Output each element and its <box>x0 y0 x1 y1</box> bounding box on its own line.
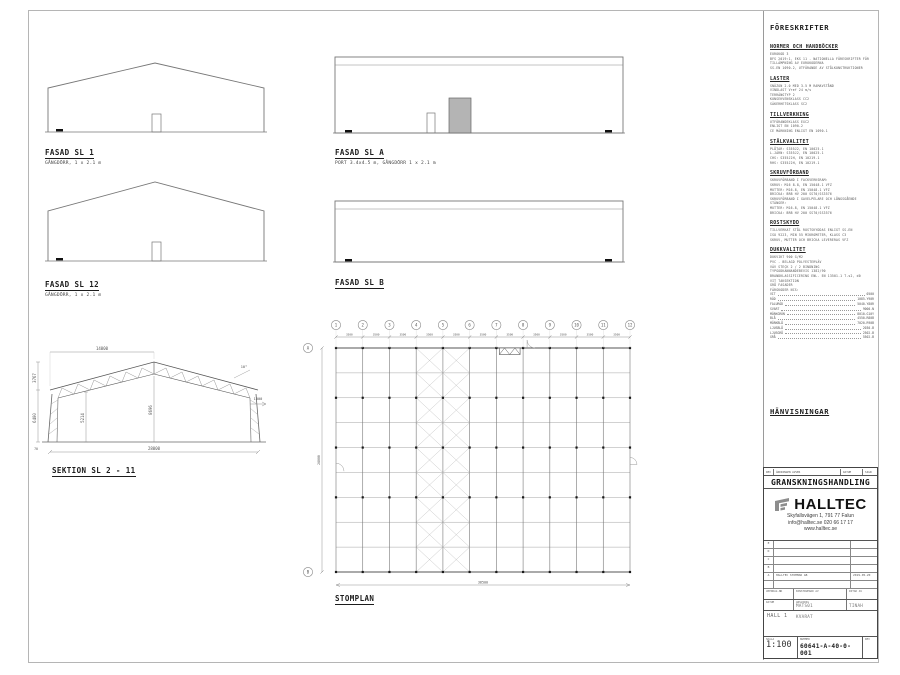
column-dot <box>388 571 390 573</box>
drawing-number: 60641-A-40-0-001 <box>800 642 852 657</box>
color-name: RÖD <box>770 297 776 302</box>
fasad-sl-b-drawing <box>333 196 625 266</box>
column-dot <box>549 496 551 498</box>
column-dot <box>335 571 337 573</box>
color-code: 4550-R80B <box>857 316 874 321</box>
spec-section-heading: TILLVERKNING <box>770 111 809 118</box>
column-dot <box>629 446 631 448</box>
column-dot <box>495 496 497 498</box>
revision-header-row <box>764 468 877 476</box>
color-name: GRÅ <box>770 335 776 340</box>
leader-line <box>785 333 861 334</box>
column-dot <box>415 446 417 448</box>
column-dot <box>388 446 390 448</box>
column-dot <box>575 496 577 498</box>
grid-bubble-letter: A <box>306 345 310 351</box>
spec-line: MUTTER: M16-8, EN 15048-1 VFZ <box>770 187 830 192</box>
color-code: 1085-Y90R <box>857 297 874 302</box>
bay-dim: 3500 <box>452 332 460 337</box>
gangdorr-symbol <box>152 114 161 132</box>
rev-col-label: REV <box>764 469 774 475</box>
konstruerad-label: KONSTRUERAD AV <box>796 588 819 593</box>
view-subtitle-fasad-sl-a: PORT 3.4x4.5 m, GÅNGDÖRR 1 x 2.1 m <box>335 161 436 166</box>
level-marker <box>345 130 352 132</box>
revision-text <box>774 557 851 564</box>
company-address: Skyfallsvägen 1, 791 77 Falun <box>787 513 854 520</box>
spec-line: PLÅTAR: S355J2, EN 10025-1 <box>770 146 824 151</box>
color-code: 5502-B <box>862 335 874 340</box>
column-dot <box>469 496 471 498</box>
revision-letter: D <box>764 549 774 556</box>
spec-line: SKRUVFÖRBAND I GAVELPELARE OCH LÅNGSGÅENDE STÄNGER: <box>770 196 857 206</box>
column-dot <box>335 446 337 448</box>
spec-line: L-JÄRN: S355J2, EN 10025-1 <box>770 151 824 156</box>
column-dot <box>495 397 497 399</box>
spec-line: ENLIGT EN 1090-2 <box>770 124 804 129</box>
leader-line <box>781 310 860 311</box>
total-width-dim: 38500 <box>477 580 489 585</box>
column-dot <box>602 446 604 448</box>
revision-row <box>764 541 877 549</box>
view-label-fasad-sl-1: FASAD SL 1 <box>45 148 95 157</box>
spec-line: VIT TAKSEKTION <box>770 278 799 283</box>
dim-span: 28000 <box>147 446 161 451</box>
color-code: 7020-R90B <box>857 321 874 326</box>
column-dot <box>602 496 604 498</box>
spec-line: SKRUV: M16 8.8, EN 15048-1 VFZ <box>770 182 832 187</box>
leader-line <box>778 338 861 339</box>
bay-dim: 3500 <box>479 332 487 337</box>
revision-date <box>851 581 877 588</box>
grid-bubble-number: 1 <box>334 322 338 328</box>
grid-bubble-number: 6 <box>468 322 471 328</box>
ritad-label: RITAD AV <box>849 588 862 593</box>
revision-date: 2019-05-20 <box>853 573 871 578</box>
view-label-stomplan: STOMPLAN <box>335 594 375 603</box>
scale-value: 1:100 <box>766 639 792 650</box>
view-subtitle-fasad-sl-1: GÅNGDÖRR, 1 x 2.1 m <box>45 161 102 166</box>
column-dot <box>602 397 604 399</box>
ritad-value: TINAH <box>849 603 864 609</box>
grid-bubble-number: 8 <box>521 322 525 328</box>
spec-section-heading: DUKKVALITET <box>770 247 806 254</box>
number-label: NUMMER <box>800 637 810 642</box>
grid-bubble-number: 11 <box>600 322 606 328</box>
change-col-label: ÄNDRINGEN AVSER <box>774 469 841 475</box>
leader-line <box>778 295 865 296</box>
color-row <box>770 335 874 340</box>
column-dot <box>362 496 364 498</box>
color-code: 8010-G10Y <box>857 311 874 316</box>
spec-line: SNÖZON 2.0 MED 3.5 M RAMAVSTÅND <box>770 83 834 88</box>
spec-line: SKRUV, MUTTER OCH BRICKA LEVERERAS VFZ <box>770 237 849 242</box>
grid-bubble-number: 2 <box>361 322 364 328</box>
bay-dim: 3500 <box>426 332 433 337</box>
revision-text <box>774 549 851 556</box>
halltec-logo-icon <box>774 498 791 511</box>
column-dot <box>629 397 631 399</box>
level-marker <box>345 259 352 261</box>
spec-line: PVC - BELAGD POLYESTERVÄV <box>770 259 822 264</box>
grid-bubble-number: 10 <box>574 322 579 328</box>
revision-row <box>764 557 877 565</box>
hanvisningar-heading: HÄNVISNINGAR <box>770 407 830 416</box>
door-swing-right <box>630 457 637 464</box>
column-dot <box>629 496 631 498</box>
dim-roof-angle: 10° <box>240 365 248 369</box>
spec-line: SÄKERHETSKLASS SC2 <box>770 102 808 107</box>
dim-clear-left: 5214 <box>80 413 85 423</box>
column-dot <box>442 397 444 399</box>
spec-line: BRICKA: BRB HV 200 SS70/SS3576 <box>770 192 832 197</box>
date-col-label: DATUM <box>841 469 863 475</box>
column-dot <box>575 397 577 399</box>
grid-bubble-number: 12 <box>627 322 633 328</box>
grid-bubble-number: 4 <box>414 322 418 328</box>
revision-letter <box>764 581 774 588</box>
revision-text: HALLTEC STOMMAR AB <box>774 573 851 580</box>
revision-date <box>851 541 877 548</box>
scale-number-row <box>764 637 877 658</box>
column-dot <box>388 397 390 399</box>
port-lintel <box>499 348 520 355</box>
leader-line <box>785 305 855 306</box>
revision-date <box>851 557 877 564</box>
gangdorr-symbol <box>152 242 161 261</box>
spec-line: TERRÄNGTYP 2 <box>770 92 795 97</box>
column-dot <box>495 446 497 448</box>
revision-date <box>851 565 877 572</box>
sektion-drawing <box>28 342 278 464</box>
color-name: FALURÖD <box>770 301 784 306</box>
spec-line: TYPGODKÄNNANDEBEVIS 1382/90 <box>770 269 826 274</box>
view-label-fasad-sl-12: FASAD SL 12 <box>45 280 100 289</box>
revision-row <box>764 565 877 573</box>
revision-text <box>774 565 851 572</box>
spec-line: EUROKOD 3 <box>770 52 789 56</box>
spec-line: KONSEKVENSKLASS CC2 <box>770 97 810 102</box>
revision-row <box>764 549 877 557</box>
color-code: 2502-B <box>862 330 874 335</box>
level-marker <box>605 130 612 132</box>
column-dot <box>522 496 524 498</box>
revision-text <box>774 541 851 548</box>
spec-line: BFS 2019:1, EKS 11 - NATIONELLA FÖRESKRIFTER FÖR TILLÄMPNING AV EUROKODERNA <box>770 56 870 66</box>
spec-line: VÄV STECK 2 / 2 BINDNING <box>770 264 820 269</box>
company-block <box>764 489 877 541</box>
spec-line: SKRUVFÖRBAND I FACKVERKSRAM: <box>770 178 828 183</box>
column-dot <box>549 446 551 448</box>
spec-line: DUKVIKT 900 G/M2 <box>770 255 804 260</box>
spec-line: MUTTER: M16-8, EN 15048-1 VFZ <box>770 206 830 211</box>
spec-line: TILLVERKAT STÅL ROSTSKYDDAS ENLIGT SS-EN <box>770 228 853 233</box>
grid-bubble-number: 9 <box>548 322 552 328</box>
bay-dim: 3500 <box>399 332 407 337</box>
column-dot <box>388 496 390 498</box>
color-name: BLÅ <box>770 316 776 321</box>
column-dot <box>415 496 417 498</box>
spec-section-heading: SKRUVFÖRBAND <box>770 170 809 177</box>
dim-ridge-height: 8696 <box>148 405 153 415</box>
column-dot <box>415 397 417 399</box>
dim-eave-height: 6400 <box>32 413 37 423</box>
leader-line <box>785 324 855 325</box>
dim-base: 70 <box>34 447 38 451</box>
spec-line: SS-EN 1090-2, UTFÖRANDE AV STÅLKONSTRUKTIONER <box>770 65 863 70</box>
column-dot <box>575 571 577 573</box>
revision-letter: C <box>764 557 774 564</box>
level-marker <box>56 129 63 131</box>
rev-label: REV <box>865 637 870 642</box>
revision-date <box>851 549 877 556</box>
column-dot <box>415 571 417 573</box>
konstruerad-value: MATS01 <box>796 603 813 609</box>
color-name: LJUSBLÅ <box>770 325 784 330</box>
stomplan-drawing <box>298 314 643 592</box>
view-subtitle-fasad-sl-12: GÅNGDÖRR, 1 x 2.1 m <box>45 293 102 298</box>
level-marker <box>56 258 63 260</box>
column-dot <box>469 397 471 399</box>
spec-section-heading: LASTER <box>770 75 790 82</box>
object-name: HALL 1 <box>764 611 877 637</box>
fasad-sl-1-drawing <box>45 56 267 136</box>
door-swing-left <box>336 463 344 471</box>
fasad-sl-a-drawing <box>333 52 625 138</box>
revision-row <box>764 573 877 581</box>
port-symbol <box>449 98 471 133</box>
bay-dim: 3500 <box>533 332 540 337</box>
revision-text <box>774 581 851 588</box>
column-dot <box>549 571 551 573</box>
dim-half-span: 14000 <box>95 346 109 351</box>
color-code: 9000-N <box>862 306 874 311</box>
color-name: MÖRKGRÖN <box>770 311 785 316</box>
color-name: MÖRKBLÅ <box>770 321 784 326</box>
color-name: LJUSGRÅ <box>770 330 784 335</box>
column-dot <box>335 397 337 399</box>
ansvarig-value: KVARAT <box>796 614 813 620</box>
column-dot <box>442 571 444 573</box>
spec-section-heading: NORMER OCH HANDBÖCKER <box>770 44 839 50</box>
grid-bubble-number: 3 <box>388 322 391 328</box>
ansvarig-label: ANSVARIG <box>796 599 809 604</box>
revision-table <box>764 541 877 589</box>
column-dot <box>442 496 444 498</box>
company-website: www.halltec.se <box>803 526 838 533</box>
leader-line <box>778 300 856 301</box>
view-label-sektion: SEKTION SL 2 - 11 <box>52 466 136 475</box>
column-dot <box>335 496 337 498</box>
spec-section-heading: STÅLKVALITET <box>770 138 809 145</box>
company-name: HALLTEC <box>794 496 867 514</box>
spec-line: ISO 9223, MIN 55 MIKROMETER, KLASS C3 <box>770 233 847 238</box>
bay-dim: 3500 <box>613 332 621 337</box>
specification-panel <box>763 11 878 660</box>
dim-rise: 3767 <box>32 373 37 383</box>
spec-line: BRICKA: BRB HV 200 SS70/SS3576 <box>770 210 832 215</box>
bay-dim: 3500 <box>586 332 594 337</box>
spec-line: GRÅ FASADER <box>770 283 793 288</box>
leader-line <box>785 329 861 330</box>
color-code: 5040-Y80R <box>857 301 874 306</box>
revision-letter: E <box>764 541 774 548</box>
column-dot <box>362 571 364 573</box>
column-dot <box>495 571 497 573</box>
column-dot <box>629 571 631 573</box>
revision-letter: A <box>764 573 774 580</box>
revision-row <box>764 581 877 589</box>
column-dot <box>469 571 471 573</box>
spec-line: UTFÖRANDEKLASS EXC2 <box>770 119 810 124</box>
column-dot <box>442 446 444 448</box>
column-dot <box>549 397 551 399</box>
column-dot <box>602 571 604 573</box>
column-dot <box>469 446 471 448</box>
color-name: SVART <box>770 306 780 311</box>
spec-section-heading: ROSTSKYDD <box>770 220 800 227</box>
column-dot <box>522 571 524 573</box>
leader-line <box>787 314 855 315</box>
bay-dim: 3500 <box>372 332 380 337</box>
level-marker <box>605 259 612 261</box>
company-contact: info@halltec.se 020 66 17 17 <box>788 519 853 526</box>
scale-label: SKALA <box>766 637 775 642</box>
gangdorr-symbol <box>427 113 435 133</box>
uppdrag-label: UPPDRAG.NR <box>766 588 783 593</box>
column-dot <box>362 446 364 448</box>
column-dot <box>522 397 524 399</box>
door-swing-top <box>527 340 535 348</box>
bay-dim: 3500 <box>559 332 567 337</box>
spec-line: CE MÄRKNING ENLIGT EN 1090-1 <box>770 129 828 134</box>
color-list-heading: FÄRGKODER NCS: <box>770 287 799 292</box>
panel-title: FÖRESKRIFTER <box>770 23 830 32</box>
datum-label: DATUM <box>766 599 775 604</box>
color-code: 2030-B <box>862 325 874 330</box>
grid-bubble-number: 5 <box>441 322 445 328</box>
total-depth-dim: 28000 <box>317 455 321 465</box>
revision-letter: B <box>764 565 774 572</box>
color-name: VIT <box>770 292 776 297</box>
stamp-granskningshandling: GRANSKNINGSHANDLING <box>764 476 877 489</box>
spec-sections <box>770 39 874 340</box>
view-label-fasad-sl-b: FASAD SL B <box>335 278 385 287</box>
spec-line: CHS: S355J2H, EN 10219-1 <box>770 155 820 160</box>
spec-line: VINDLAST Vref 24 m/s <box>770 88 812 93</box>
view-label-fasad-sl-a: FASAD SL A <box>335 148 385 157</box>
sign-col-label: SIGN <box>865 469 872 474</box>
bay-dim: 3500 <box>345 332 353 337</box>
dim-offset-right: 1000 <box>253 397 263 401</box>
bay-dim: 3500 <box>506 332 514 337</box>
column-dot <box>575 446 577 448</box>
spec-line: BRANDKLASSIFICERING ENL. EN 13501-1 T-s2, d0 <box>770 273 861 278</box>
column-dot <box>522 446 524 448</box>
grid-bubble-number: 7 <box>495 322 498 328</box>
fasad-sl-12-drawing <box>45 173 267 265</box>
grid-bubble-letter: B <box>306 569 310 575</box>
color-code: 0500 <box>866 292 874 297</box>
leader-line <box>778 319 856 320</box>
title-block <box>763 467 878 659</box>
column-dot <box>362 397 364 399</box>
spec-line: RHS: S355J2H, EN 10219-1 <box>770 160 820 165</box>
